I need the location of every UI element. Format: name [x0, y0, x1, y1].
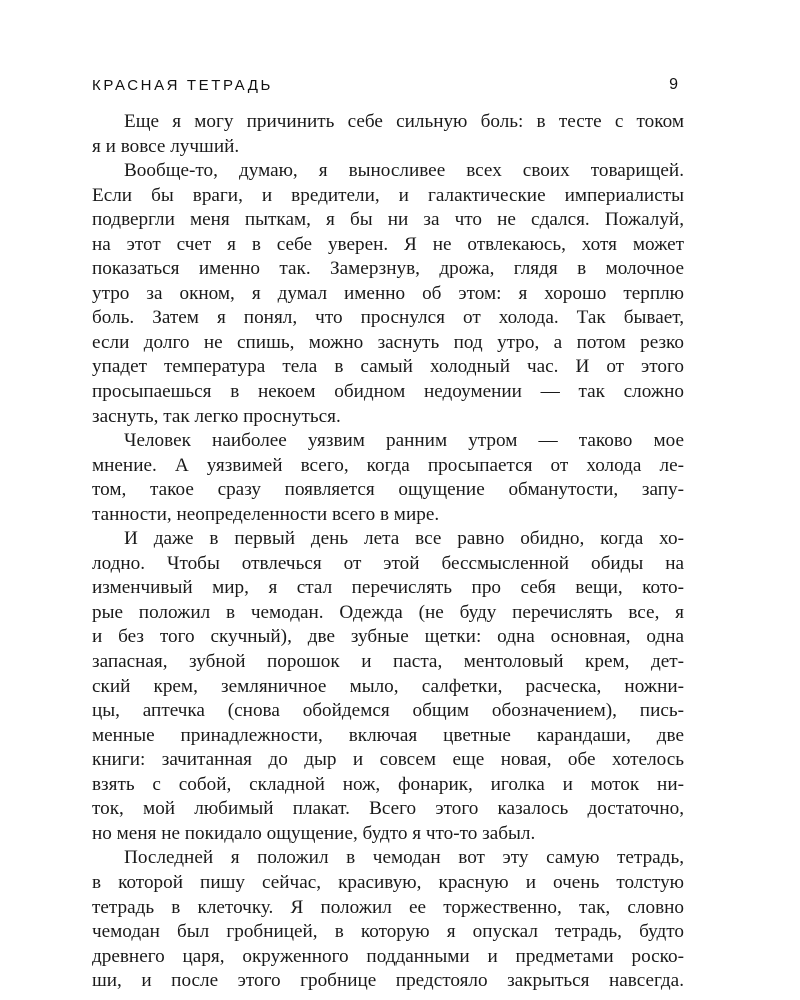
text-line: утро за окном, я думал именно об этом: я хорошо терплю: [92, 282, 684, 304]
text-line: ток, мой любимый плакат. Всего этого казалось достаточно,: [92, 798, 684, 820]
text-line: если долго не спишь, можно заснуть под утро, а потом резко: [92, 331, 684, 353]
text-line: и без того скучный), две зубные щетки: одна основная, одна: [92, 626, 684, 648]
text-line: том, такое сразу появляется ощущение обманутости, запу-: [92, 479, 684, 501]
text-line: показаться именно так. Замерзнув, дрожа, глядя в молочное: [92, 258, 684, 280]
text-line: Человек наиболее уязвим ранним утром — таково мое: [124, 430, 684, 452]
text-line: древнего царя, окруженного подданными и предметами роско-: [92, 945, 684, 967]
text-line: мнение. А уязвимей всего, когда просыпается от холода ле-: [92, 454, 684, 476]
running-title: КРАСНАЯ ТЕТРАДЬ: [92, 77, 273, 94]
text-line: Еще я могу причинить себе сильную боль: в тесте с током: [124, 111, 684, 132]
text-line: лодно. Чтобы отвлечься от этой бессмысленной обиды на: [92, 552, 684, 574]
text-line: Если бы враги, и вредители, и галактические империалисты: [92, 184, 684, 206]
body-text: [92, 110, 684, 994]
text-line: цы, аптечка (снова обойдемся общим обозначением), пись-: [92, 700, 684, 722]
text-line: ши, и после этого гробнице предстояло закрыться навсегда.: [92, 970, 684, 992]
text-line: взять с собой, складной нож, фонарик, иголка и моток ни-: [92, 773, 684, 795]
text-line: но меня не покидало ощущение, будто я что-то забыл.: [92, 822, 536, 844]
text-line: боль. Затем я понял, что проснулся от холода. Так бывает,: [92, 307, 684, 329]
text-line: книги: зачитанная до дыр и совсем еще новая, обе хотелось: [92, 749, 684, 771]
running-header: [92, 77, 684, 101]
text-line: упадет температура тела в самый холодный час. И от этого: [92, 356, 684, 378]
text-line: тетрадь в клеточку. Я положил ее торжественно, так, словно: [92, 896, 684, 918]
text-line: ский крем, земляничное мыло, салфетки, расческа, ножни-: [92, 675, 684, 697]
text-line: И даже в первый день лета все равно обидно, когда хо-: [124, 528, 684, 550]
text-line: просыпаешься в некоем обидном недоумении — так сложно: [92, 381, 684, 403]
text-line: изменчивый мир, я стал перечислять про себя вещи, кото-: [92, 577, 684, 599]
text-line: рые положил в чемодан. Одежда (не буду перечислять все, я: [92, 601, 684, 623]
text-line: заснуть, так легко проснуться.: [92, 405, 341, 427]
text-line: запасная, зубной порошок и паста, ментоловый крем, дет-: [92, 651, 684, 673]
text-line: менные принадлежности, включая цветные карандаши, две: [92, 724, 684, 746]
text-line: Вообще-то, думаю, я выносливее всех своих товарищей.: [124, 160, 684, 182]
text-line: Последней я положил в чемодан вот эту самую тетрадь,: [124, 847, 684, 869]
text-line: я и вовсе лучший.: [92, 135, 240, 157]
text-line: в которой пишу сейчас, красивую, красную и очень толстую: [92, 871, 684, 893]
text-line: на этот счет я в себе уверен. Я не отвлекаюсь, хотя может: [92, 233, 684, 255]
page-number: 9: [669, 76, 678, 93]
text-line: чемодан был гробницей, в которую я опускал тетрадь, будто: [92, 921, 684, 943]
text-line: подвергли меня пыткам, я бы ни за что не сдался. Пожалуй,: [92, 209, 684, 231]
text-line: танности, неопределенности всего в мире.: [92, 503, 440, 525]
